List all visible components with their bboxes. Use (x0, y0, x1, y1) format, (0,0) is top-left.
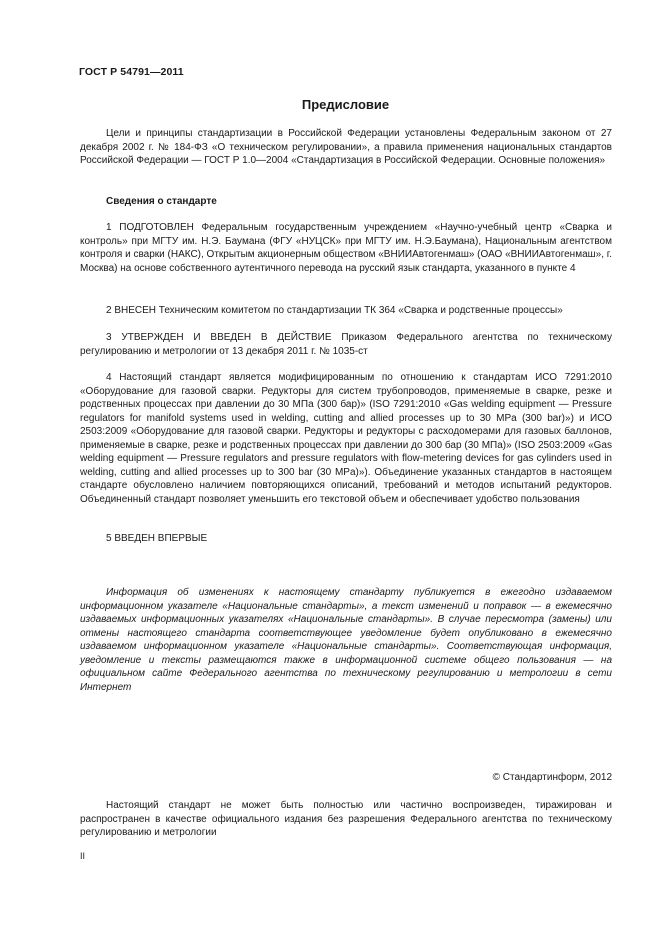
document-code: ГОСТ Р 54791—2011 (79, 66, 184, 78)
section-heading: Сведения о стандарте (106, 196, 217, 207)
item-2-submitted: 2 ВНЕСЕН Техническим комитетом по стандартизации ТК 364 «Сварка и родственные процессы» (106, 305, 563, 316)
copyright-line: © Стандартинформ, 2012 (492, 772, 612, 783)
intro-paragraph: Цели и принципы стандартизации в Российской Федерации установлены Федеральным законом от 27 декабря 2002 г. № 184-ФЗ «О техническом регулировании», а правила применения национальных стандартов Российской Федерации — ГОСТ Р 1.0—2004 «Стандартизация в Российской Федерации. Основные положения» (80, 128, 612, 166)
info-notice-paragraph: Информация об изменениях к настоящему стандарту публикуется в ежегодно издаваемом информационном указателе «Национальные стандарты», а текст изменений и поправок — в ежемесячно издаваемых информационных указателях «Национальные стандарты». В случае пересмотра (замены) или отмены настоящего стандарта соответствующее уведомление будет опубликовано в ежемесячно издаваемом информационном указателе «Национальные стандарты». Соответствующая информация, уведомление и тексты размещаются также в информационной системе общего пользования — на официальном сайте Федерального агентства по техническому регулированию и метрологии в сети Интернет (80, 587, 612, 693)
item-1-prepared: 1 ПОДГОТОВЛЕН Федеральным государственным учреждением «Научно-учебный центр «Сварка и контроль» при МГТУ им. Н.Э. Баумана (ФГУ «НУЦСК» при МГТУ им. Н.Э.Баумана), Национальным агентством контроля и сварки (НАКС), Открытым акционерным обществом «ВНИИАвтогенмаш» (ОАО «ВНИИАвтогенмаш», г. Москва) на основе собственного аутентичного перевода на русский язык стандарта, указанного в пункте 4 (80, 222, 612, 274)
reproduction-notice-paragraph: Настоящий стандарт не может быть полностью или частично воспроизведен, тиражирован и распространен в качестве официального издания без разрешения Федерального агентства по техническому регулированию и метрологии (80, 800, 612, 838)
item-4-modification: 4 Настоящий стандарт является модифицированным по отношению к стандартам ИСО 7291:2010 «Оборудование для газовой сварки. Редукторы для систем трубопроводов, применяемые в сварке, резке и родственных процессах при давлении до 30 МПа (300 бар)» (ISO 7291:2010 «Gas welding equipment — Pressure regulators for manifold systems used in welding, cutting and allied processes up to 30 MPa (300 bar)») и ИСО 2503:2009 «Оборудование для газовой сварки. Редукторы и редукторы с расходомерами для газовых баллонов, применяемые в сварке, резке и родственных процессах при давлении до 300 бар (30 МПа)» (ISO 2503:2009 «Gas welding equipment — Pressure regulators and pressure regulators with flow-metering devices for gas cylinders used in welding, cutting and allied processes up to 300 bar (30 MPa)»). Объединение указанных стандартов в настоящем стандарте обусловлено наличием повторяющихся описаний, требований и методов испытаний редукторов. Объединенный стандарт позволяет уменьшить его текстовой объем и обеспечивает удобство пользования (80, 372, 612, 505)
page-number: II (80, 851, 86, 861)
page-title: Предисловие (301, 97, 390, 112)
item-5-first-introduced: 5 ВВЕДЕН ВПЕРВЫЕ (106, 533, 208, 544)
item-3-approved: 3 УТВЕРЖДЕН И ВВЕДЕН В ДЕЙСТВИЕ Приказом Федерального агентства по техническому регулированию и метрологии от 13 декабря 2011 г. № 1035-ст (80, 332, 612, 357)
